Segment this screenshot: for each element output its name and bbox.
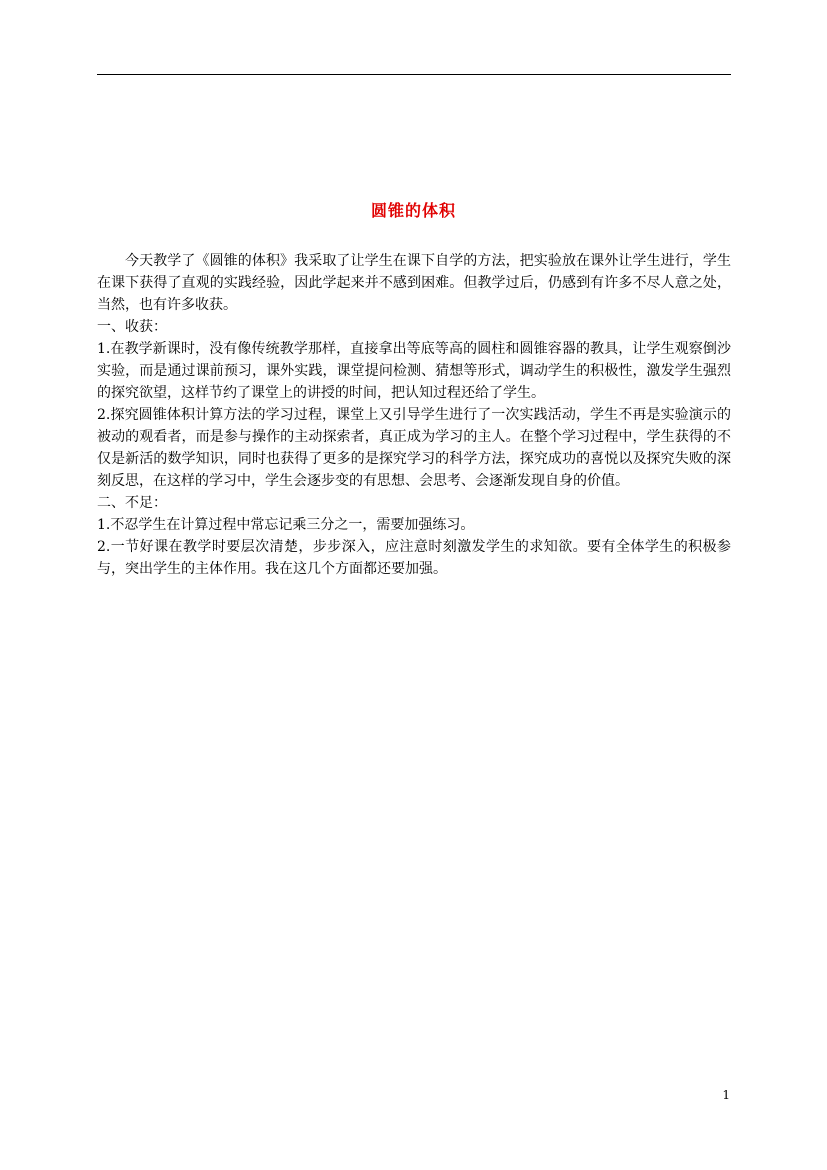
document-title: 圆锥的体积 xyxy=(370,201,456,220)
header-rule xyxy=(97,74,731,75)
gains-item-1: 1.在教学新课时，没有像传统教学那样，直接拿出等底等高的圆柱和圆锥容器的教具，让学生观察倒沙实验，而是通过课前预习，课外实践，课堂提问检测、猜想等形式，调动学生的积极性，激发学生强烈的探究欲望，这样节约了课堂上的讲授的时间，把认知过程还给了学生。 xyxy=(97,341,731,401)
section-heading-gains: 一、收获： xyxy=(97,319,167,335)
document-body xyxy=(97,250,731,580)
shortcomings-item-2: 2.一节好课在教学时要层次清楚，步步深入，应注意时刻激发学生的求知欲。要有全体学生的积极参与，突出学生的主体作用。我在这几个方面都还要加强。 xyxy=(97,539,731,577)
gains-item-2: 2.探究圆锥体积计算方法的学习过程，课堂上又引导学生进行了一次实践活动，学生不再是实验演示的被动的观看者，而是参与操作的主动探索者，真正成为学习的主人。在整个学习过程中，学生获得的不仅是新活的数学知识，同时也获得了更多的是探究学习的科学方法，探究成功的喜悦以及探究失败的深刻反思，在这样的学习中，学生会逐步变的有思想、会思考、会逐渐发现自身的价值。 xyxy=(97,407,731,489)
section-heading-shortcomings: 二、不足： xyxy=(97,495,167,511)
page-number: 1 xyxy=(722,1088,730,1102)
shortcomings-item-1: 1.不忍学生在计算过程中常忘记乘三分之一，需要加强练习。 xyxy=(97,517,475,533)
intro-paragraph: 今天教学了《圆锥的体积》我采取了让学生在课下自学的方法，把实验放在课外让学生进行，学生在课下获得了直观的实践经验，因此学起来并不感到困难。但教学过后，仍感到有许多不尽人意之处，当然，也有许多收获。 xyxy=(97,253,731,313)
